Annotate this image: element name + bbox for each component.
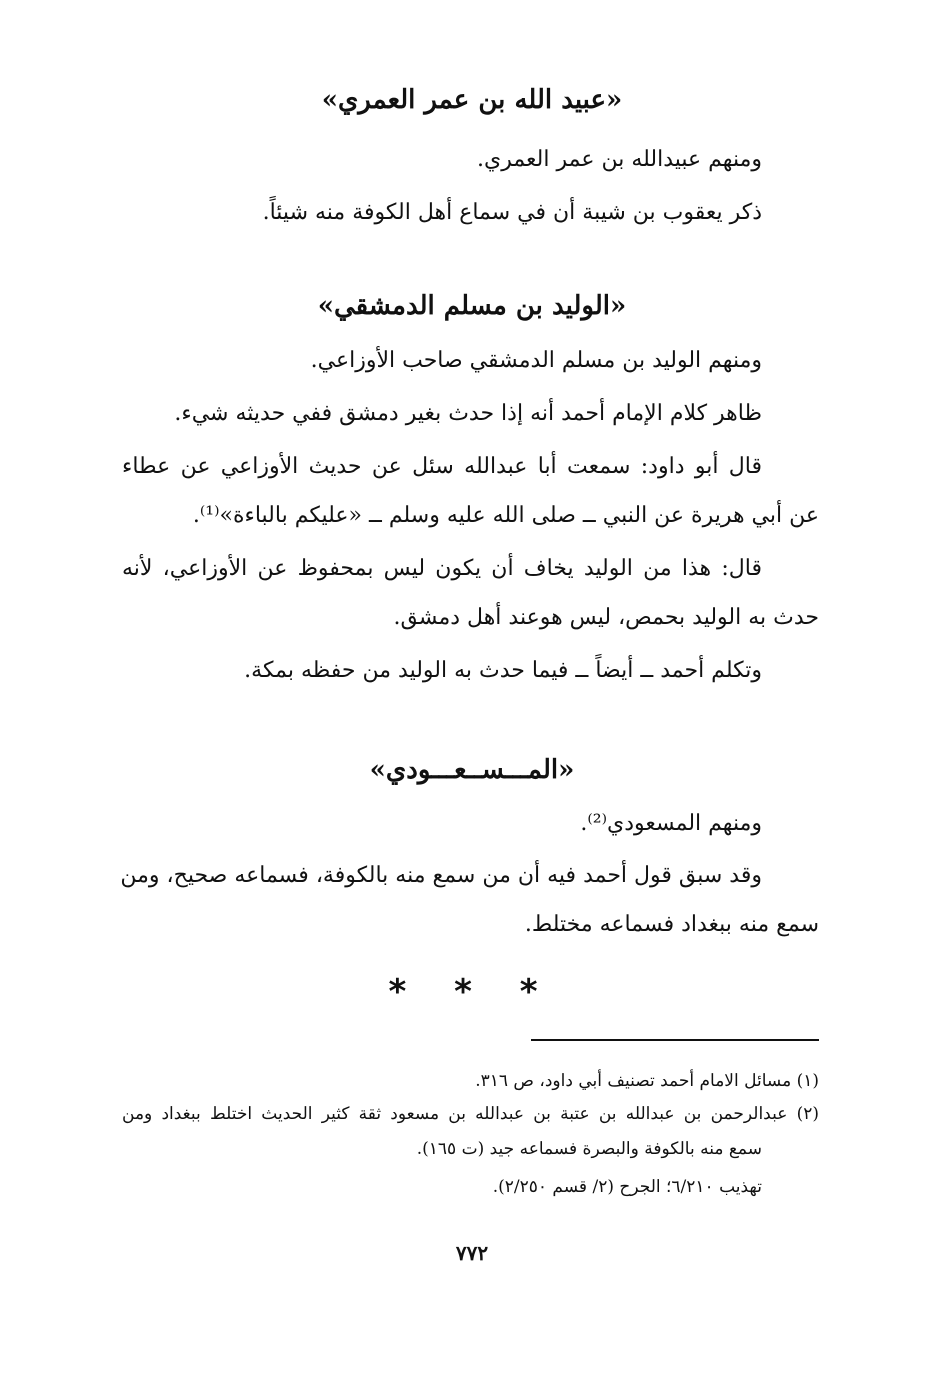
- footnote-2-continued: سمع منه بالكوفة والبصرة فسماعه جيد (ت ١٦٥).: [416, 1139, 762, 1159]
- footnote-rule: [531, 1039, 819, 1041]
- footnote-1: (١) مسائل الامام أحمد تصنيف أبي داود، ص ٣١٦.: [475, 1071, 819, 1091]
- section-heading-walid: «الوليد بن مسلم الدمشقي»: [317, 291, 627, 321]
- footnote-2: (٢) عبدالرحمن بن عبدالله بن عتبة بن عبدالله بن مسعود ثقة كثير الحديث اختلط ببغداد ومن: [122, 1104, 819, 1124]
- text-line: وقد سبق قول أحمد فيه أن من سمع منه بالكوفة، فسماعه صحيح، ومن: [120, 863, 762, 888]
- text-line: سمع منه ببغداد فسماعه مختلط.: [524, 912, 819, 937]
- text-line: قال: هذا من الوليد يخاف أن يكون ليس بمحفوظ عن الأوزاعي، لأنه: [122, 556, 762, 581]
- page-number: ٧٧٢: [455, 1241, 489, 1265]
- text-line: ومنهم الوليد بن مسلم الدمشقي صاحب الأوزاعي.: [310, 348, 762, 373]
- text-line: وتكلم أحمد ــ أيضاً ــ فيما حدث به الوليد من حفظه بمكة.: [244, 658, 762, 683]
- section-heading-masudi: «المـــســعـــودي»: [369, 755, 575, 785]
- text-line: حدث به الوليد بحمص، ليس هوعند أهل دمشق.: [393, 605, 819, 630]
- footnote-2-reference: تهذيب ٦/٢١٠؛ الجرح (٢/ قسم ٢/٢٥٠).: [492, 1177, 762, 1197]
- text-line: ظاهر كلام الإمام أحمد أنه إذا حدث بغير دمشق ففي حديثه شيء.: [174, 401, 762, 426]
- text-line: عن أبي هريرة عن النبي ــ صلى الله عليه وسلم ــ «عليكم بالباءة»⁽¹⁾.: [192, 503, 819, 528]
- text-line: ذكر يعقوب بن شيبة أن في سماع أهل الكوفة منه شيئاً.: [262, 200, 762, 225]
- section-heading-ubaydullah: «عبيد الله بن عمر العمري»: [321, 85, 623, 115]
- text-line: ومنهم عبيدالله بن عمر العمري.: [476, 147, 762, 172]
- section-separator: * * *: [388, 972, 556, 1012]
- text-line: ومنهم المسعودي⁽²⁾.: [580, 811, 762, 836]
- text-line: قال أبو داود: سمعت أبا عبدالله سئل عن حديث الأوزاعي عن عطاء: [122, 454, 762, 479]
